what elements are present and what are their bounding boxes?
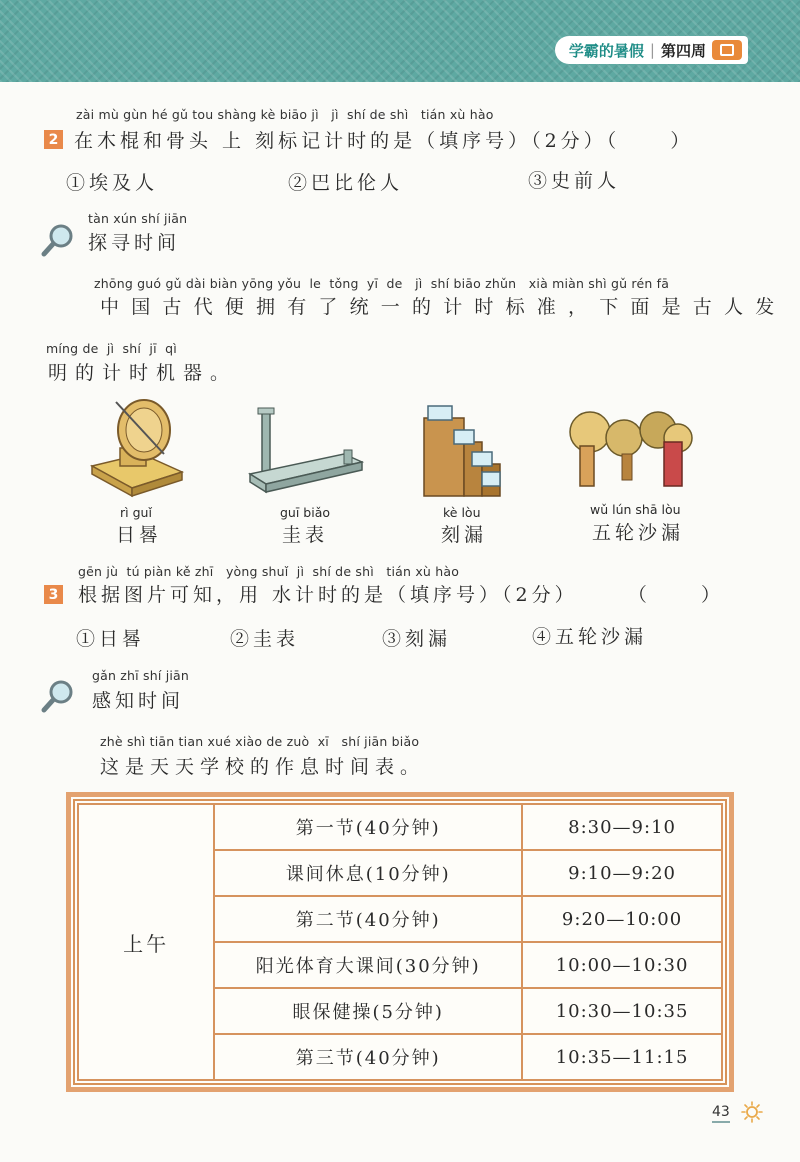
activity-cell: 眼保健操(5分钟) (214, 988, 522, 1034)
schedule-grid (77, 803, 723, 1081)
device-4-pinyin: wǔ lún shā lòu (590, 502, 681, 517)
section1-title: 探寻时间 (88, 232, 181, 254)
book-title: 学霸的暑假 (568, 41, 644, 60)
sand-clock-illustration (566, 402, 696, 490)
q3-option-2: ②圭表 (230, 628, 300, 650)
time-cell: 10:00—10:30 (522, 942, 722, 988)
sun-icon (741, 1101, 763, 1123)
sundial-illustration (86, 396, 186, 498)
device-2-pinyin: guī biǎo (280, 505, 331, 520)
header-tab (555, 36, 748, 64)
period-cell: 上午 (78, 804, 214, 1080)
device-4-name: 五轮沙漏 (592, 522, 685, 544)
q2-option-3: ③史前人 (528, 170, 621, 192)
q3-text: 根据图片可知，用 水计时的是（填序号）（2分） （ ） (78, 584, 725, 606)
q2-text: 在木棍和骨头 上 刻标记计时的是（填序号）（2分）（ ） (74, 130, 694, 152)
time-cell: 10:30—10:35 (522, 988, 722, 1034)
time-cell: 10:35—11:15 (522, 1034, 722, 1080)
device-2-name: 圭表 (282, 524, 329, 546)
activity-cell: 第三节(40分钟) (214, 1034, 522, 1080)
q3-option-3: ③刻漏 (382, 628, 452, 650)
q3-option-4: ④五轮沙漏 (532, 626, 648, 648)
schedule-table (66, 792, 734, 1092)
time-cell: 8:30—9:10 (522, 804, 722, 850)
q2-number: 2 (44, 130, 63, 149)
section1-pinyin: tàn xún shí jiān (88, 211, 188, 226)
magnifier-icon (40, 678, 76, 714)
water-clock-illustration (420, 402, 504, 498)
q2-option-2: ②巴比伦人 (288, 172, 404, 194)
section2-title: 感知时间 (92, 690, 185, 712)
q3-option-1: ①日晷 (76, 628, 146, 650)
page-number: 43 (712, 1104, 730, 1123)
para1-line-2: 明的计时机器。 (48, 362, 238, 384)
section2-pinyin: gǎn zhī shí jiān (92, 668, 190, 683)
device-1-pinyin: rì guǐ (120, 505, 152, 520)
gnomon-illustration (244, 404, 364, 498)
book-icon (712, 40, 742, 60)
para2-line: 这是天天学校的作息时间表。 (100, 756, 426, 778)
para1-pinyin-1: zhōng guó gǔ dài biàn yōng yǒu le tǒng yī de jì shí biāo zhǔn xià miàn shì gǔ rén fā (94, 276, 670, 291)
para1-line-1: 中国古代便拥有了统一的计时标准，下面是古人发 (100, 296, 787, 318)
q3-number: 3 (44, 585, 63, 604)
para2-pinyin: zhè shì tiān tian xué xiào de zuò xī shí jiān biǎo (100, 734, 420, 749)
week-label: 第四周 (660, 41, 706, 60)
device-3-name: 刻漏 (441, 524, 488, 546)
time-cell: 9:10—9:20 (522, 850, 722, 896)
header-separator: | (649, 41, 655, 59)
q2-option-1: ①埃及人 (66, 172, 159, 194)
device-1-name: 日晷 (116, 524, 163, 546)
para1-pinyin-2: míng de jì shí jī qì (46, 341, 177, 356)
header-band (0, 0, 800, 82)
time-cell: 9:20—10:00 (522, 896, 722, 942)
q3-pinyin: gēn jù tú piàn kě zhī yòng shuǐ jì shí de shì tián xù hào (78, 564, 460, 579)
magnifier-icon (40, 222, 76, 258)
activity-cell: 第一节(40分钟) (214, 804, 522, 850)
activity-cell: 第二节(40分钟) (214, 896, 522, 942)
table-row (78, 804, 722, 850)
activity-cell: 阳光体育大课间(30分钟) (214, 942, 522, 988)
q2-pinyin: zài mù gùn hé gǔ tou shàng kè biāo jì jì shí de shì tián xù hào (76, 107, 494, 122)
activity-cell: 课间休息(10分钟) (214, 850, 522, 896)
device-3-pinyin: kè lòu (443, 505, 481, 520)
